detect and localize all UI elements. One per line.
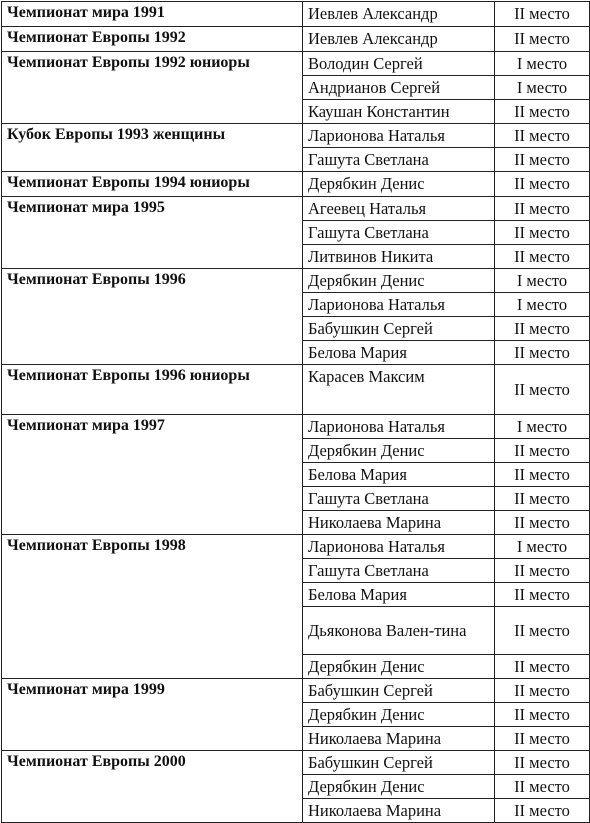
place-result: II место [495, 799, 590, 823]
event-title: Чемпионат мира 1995 [2, 197, 303, 269]
place-result: II место [495, 559, 590, 583]
athlete-name: Агеевец Наталья [303, 197, 495, 221]
place-result: I место [495, 52, 590, 76]
athlete-name: Дерябкин Денис [303, 775, 495, 799]
event-title: Чемпионат Европы 2000 [2, 751, 303, 823]
event-title: Чемпионат Европы 1996 юниоры [2, 365, 303, 415]
athlete-name: Дьяконова Вален-тина [303, 607, 495, 655]
athlete-name: Дерябкин Денис [303, 703, 495, 727]
athlete-name: Николаева Марина [303, 727, 495, 751]
athlete-name: Андрианов Сергей [303, 76, 495, 100]
event-title: Чемпионат Европы 1992 [2, 27, 303, 52]
athlete-name: Белова Мария [303, 463, 495, 487]
athlete-name: Дерябкин Денис [303, 172, 495, 197]
athlete-name: Ларионова Наталья [303, 415, 495, 439]
athlete-name: Ларионова Наталья [303, 124, 495, 148]
athlete-name: Белова Мария [303, 583, 495, 607]
results-table-body [2, 2, 590, 823]
place-result: II место [495, 317, 590, 341]
table-row [2, 679, 590, 703]
place-result: II место [495, 607, 590, 655]
athlete-name: Бабушкин Сергей [303, 751, 495, 775]
table-row [2, 415, 590, 439]
place-result: II место [495, 124, 590, 148]
place-result: II место [495, 365, 590, 415]
athlete-name: Гашута Светлана [303, 559, 495, 583]
place-result: II место [495, 439, 590, 463]
athlete-name: Гашута Светлана [303, 221, 495, 245]
place-result: II место [495, 197, 590, 221]
table-row [2, 365, 590, 415]
table-row [2, 2, 590, 27]
place-result: II место [495, 511, 590, 535]
table-row [2, 269, 590, 293]
place-result: II место [495, 775, 590, 799]
athlete-name: Дерябкин Денис [303, 269, 495, 293]
place-result: II место [495, 655, 590, 679]
athlete-name: Николаева Марина [303, 799, 495, 823]
event-title: Чемпионат мира 1999 [2, 679, 303, 751]
athlete-name: Володин Сергей [303, 52, 495, 76]
athlete-name: Белова Мария [303, 341, 495, 365]
athlete-name: Ларионова Наталья [303, 535, 495, 559]
place-result: II место [495, 148, 590, 172]
place-result: I место [495, 415, 590, 439]
athlete-name: Дерябкин Денис [303, 655, 495, 679]
athlete-name: Карасев Максим [303, 365, 495, 415]
athlete-name: Литвинов Никита [303, 245, 495, 269]
athlete-name: Иевлев Александр [303, 27, 495, 52]
place-result: II место [495, 27, 590, 52]
place-result: II место [495, 2, 590, 27]
event-title: Чемпионат Европы 1998 [2, 535, 303, 679]
athlete-name: Иевлев Александр [303, 2, 495, 27]
athlete-name: Гашута Светлана [303, 148, 495, 172]
athlete-name: Ларионова Наталья [303, 293, 495, 317]
place-result: I место [495, 293, 590, 317]
results-table [1, 1, 590, 823]
athlete-name: Николаева Марина [303, 511, 495, 535]
event-title: Чемпионат Европы 1996 [2, 269, 303, 365]
place-result: II место [495, 341, 590, 365]
athlete-name: Дерябкин Денис [303, 439, 495, 463]
event-title: Чемпионат мира 1991 [2, 2, 303, 27]
place-result: I место [495, 535, 590, 559]
table-row [2, 124, 590, 148]
place-result: II место [495, 703, 590, 727]
athlete-name: Гашута Светлана [303, 487, 495, 511]
place-result: I место [495, 269, 590, 293]
place-result: II место [495, 100, 590, 124]
place-result: II место [495, 487, 590, 511]
place-result: II место [495, 583, 590, 607]
event-title: Чемпионат мира 1997 [2, 415, 303, 535]
athlete-name: Бабушкин Сергей [303, 317, 495, 341]
athlete-name: Бабушкин Сергей [303, 679, 495, 703]
event-title: Чемпионат Европы 1992 юниоры [2, 52, 303, 124]
table-row [2, 172, 590, 197]
place-result: II место [495, 172, 590, 197]
place-result: II место [495, 751, 590, 775]
place-result: II место [495, 221, 590, 245]
table-row [2, 751, 590, 775]
event-title: Кубок Европы 1993 женщины [2, 124, 303, 172]
place-result: I место [495, 76, 590, 100]
event-title: Чемпионат Европы 1994 юниоры [2, 172, 303, 197]
table-row [2, 52, 590, 76]
place-result: II место [495, 679, 590, 703]
place-result: II место [495, 245, 590, 269]
table-row [2, 27, 590, 52]
place-result: II место [495, 727, 590, 751]
athlete-name: Каушан Константин [303, 100, 495, 124]
table-row [2, 197, 590, 221]
place-result: II место [495, 463, 590, 487]
table-row [2, 535, 590, 559]
